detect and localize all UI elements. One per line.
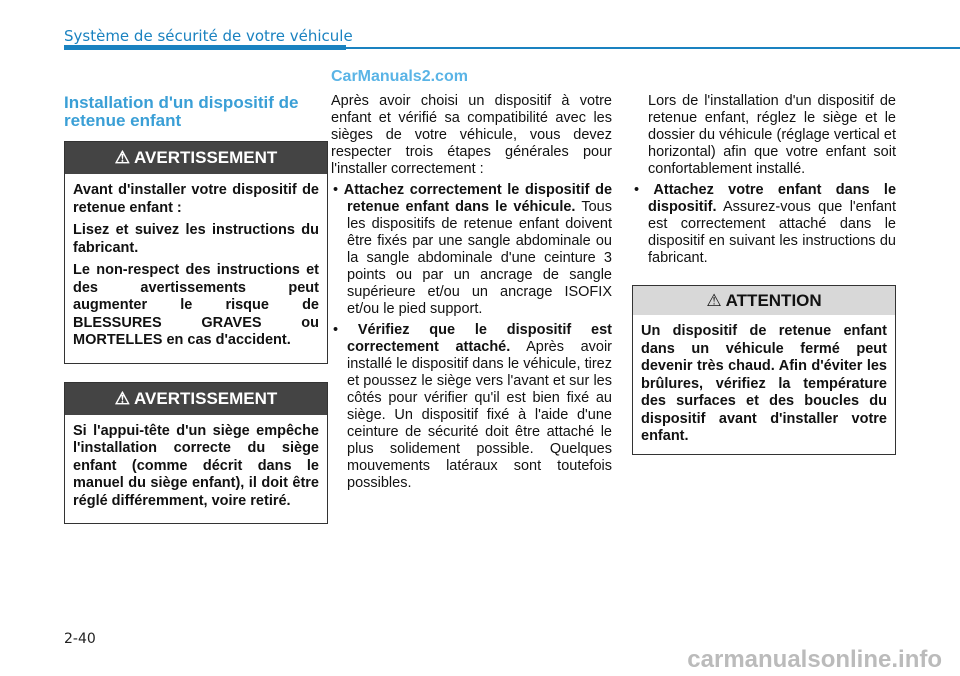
bullet-bold: Vérifiez que le dispositif est correctement attaché. (347, 322, 612, 355)
warning-box-2 (64, 382, 328, 525)
right-column (632, 93, 896, 473)
warning-box-1 (64, 141, 328, 364)
warning-paragraph: Avant d'installer votre dispositif de retenue enfant : (73, 182, 319, 216)
continuation-paragraph: Lors de l'installation d'un dispositif de retenue enfant, réglez le siège et le dossier du véhicule (réglage vertical et horizontal) afin que votre enfant soit confortablement installé. (648, 93, 896, 177)
warning-paragraph: Le non-respect des instructions et des avertissements peut augmenter le risque de BLESSURES GRAVES ou MORTELLES en cas d'accident. (73, 262, 319, 348)
bullet-bold: Attachez votre enfant dans le dispositif. (648, 182, 897, 215)
footer-watermark: carmanualsonline.info (687, 646, 942, 673)
bullet-item: • Vérifiez que le dispositif est correctement attaché. Après avoir installé le dispositif dans le véhicule, tirez et poussez le siège vers l'avant et sur les côtés pour vérifier qu'il est bien fixé au siège. Un dispositif fixé à l'aide d'une ceinture de sécurité doit être attaché le plus solidement possible. Quelques mouvements latéraux sont toutefois possibles. (333, 322, 612, 491)
warning-triangle-icon: ⚠ (114, 148, 130, 167)
attention-title: ATTENTION (725, 291, 822, 310)
header-rule-thin (346, 47, 960, 49)
warning-paragraph: Si l'appui-tête d'un siège empêche l'installation correcte du siège enfant (comme décrit dans le manuel du siège enfant), il doit être réglé différemment, voire retiré. (73, 422, 319, 509)
bullet-text: Après avoir installé le dispositif dans le véhicule, tirez et poussez le siège vers l'avant et sur les côtés pour vérifier qu'il est bien fixé au siège. Un dispositif fixé à l'aide d'une ceinture de sécurité doit être attaché le plus solidement possible. Quelques mouvements latéraux sont toutefois possibles. (347, 339, 612, 491)
warning-header (65, 142, 327, 174)
bullet-text: Assurez-vous que l'enfant est correctement attaché dans le dispositif en suivant les instructions du fabricant. (648, 199, 896, 266)
bullet-item: • Attachez votre enfant dans le dispositif. Assurez-vous que l'enfant est correctement attaché dans le dispositif en suivant les instructions du fabricant. (634, 182, 897, 266)
bullet-text: Tous les dispositifs de retenue enfant doivent être fixés par une sangle abdominale ou la sangle abdominale d'une ceinture 3 points ou par un ancrage de sangle supérieure et/ou un ancrage ISOFIX et/ou le pied support. (347, 199, 612, 317)
middle-column (331, 93, 612, 496)
attention-body: Un dispositif de retenue enfant dans un véhicule fermé peut devenir très chaud. Afin d'éviter les brûlures, vérifiez la température des surfaces et des boucles du dispositif avant d'installer votre enfant. (641, 323, 887, 444)
section-title: Système de sécurité de votre véhicule (64, 27, 353, 45)
warning-title: AVERTISSEMENT (134, 388, 278, 408)
warning-body (65, 415, 327, 524)
warning-body (65, 174, 327, 363)
page-heading: Installation d'un dispositif de retenue enfant (64, 93, 299, 130)
warning-title: AVERTISSEMENT (134, 148, 278, 167)
watermark: CarManuals2.com (331, 68, 468, 85)
left-column (64, 94, 328, 542)
warning-header (65, 383, 327, 415)
caution-triangle-icon: ⚠ (706, 291, 722, 310)
header-rule-thick (64, 45, 346, 50)
warning-triangle-icon: ⚠ (114, 388, 130, 408)
page-number: 2-40 (64, 631, 96, 647)
warning-paragraph: Lisez et suivez les instructions du fabricant. (73, 222, 319, 256)
attention-header (633, 286, 895, 315)
bullet-item: • Attachez correctement le dispositif de retenue enfant dans le véhicule. Tous les dispositifs de retenue enfant doivent être fixés par une sangle abdominale ou la sangle abdominale d'une ceinture 3 points ou par un ancrage de sangle supérieure et/ou un ancrage ISOFIX et/ou le pied support. (333, 182, 613, 317)
intro-paragraph: Après avoir choisi un dispositif à votre enfant et vérifié sa compatibilité avec les sièges de votre véhicule, vous devez respecter trois étapes générales pour l'installer correctement : (331, 93, 612, 177)
attention-box (632, 285, 896, 455)
bullet-bold: Attachez correctement le dispositif de retenue enfant dans le véhicule. (343, 182, 613, 215)
